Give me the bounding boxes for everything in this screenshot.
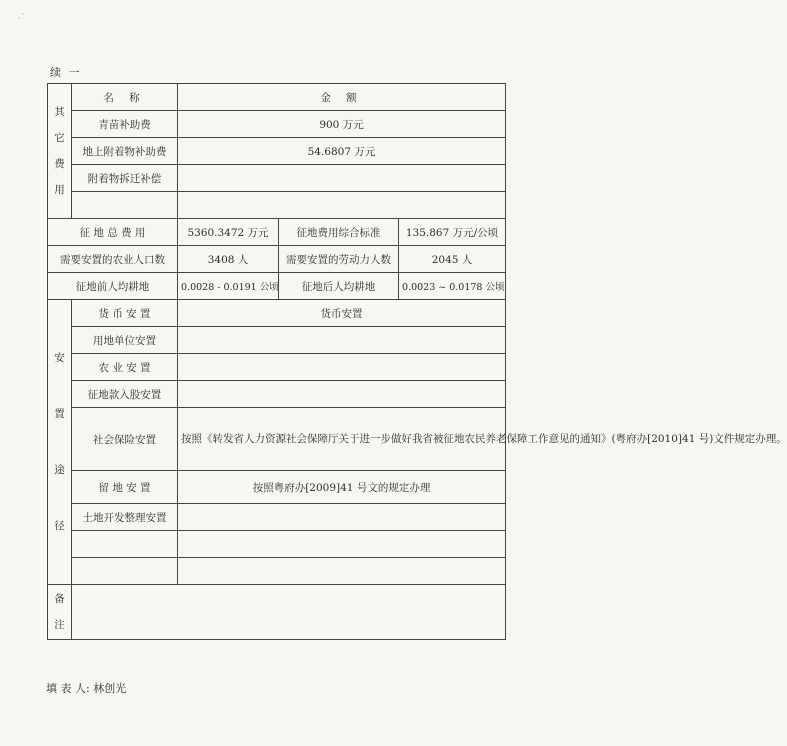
form-filler: 填 表 人: 林创光 (46, 682, 127, 695)
summary-value: 135.867 万元/公顷 (399, 219, 506, 246)
resettlement-method: 用地单位安置 (72, 327, 178, 354)
resettlement-side-label: 安 置 途 径 (48, 300, 72, 585)
summary-value: 2045 人 (399, 246, 506, 273)
table-row (48, 111, 506, 138)
other-costs-side-label: 其 它 费 用 (48, 84, 72, 219)
cost-name (72, 192, 178, 219)
remarks-side-label: 备 注 (48, 585, 72, 640)
cost-amount: 900 万元 (178, 111, 506, 138)
resettlement-detail (178, 354, 506, 381)
cost-name: 附着物拆迁补偿 (72, 165, 178, 192)
resettlement-detail (178, 531, 506, 558)
summary-label: 征 地 总 费 用 (48, 219, 178, 246)
resettlement-method: 留 地 安 置 (72, 471, 178, 504)
scan-mark: ·` (18, 14, 26, 24)
table-row (48, 471, 506, 504)
summary-value: 3408 人 (178, 246, 279, 273)
column-amount-header: 金 额 (178, 84, 506, 111)
table-row (48, 300, 506, 327)
table-row (48, 192, 506, 219)
summary-row (48, 246, 506, 273)
table-row (48, 558, 506, 585)
summary-label: 征地后人均耕地 (279, 273, 399, 300)
summary-label: 需要安置的农业人口数 (48, 246, 178, 273)
cost-amount (178, 165, 506, 192)
resettlement-detail: 货币安置 (178, 300, 506, 327)
remarks-value (72, 585, 506, 640)
table-row (48, 138, 506, 165)
resettlement-detail: 按照《转发省人力资源社会保障厅关于进一步做好我省被征地农民养老保障工作意见的通知》(粤府办[2010]41 号)文件规定办理。 (178, 408, 506, 471)
table-row (48, 531, 506, 558)
cost-amount: 54.6807 万元 (178, 138, 506, 165)
table-row (48, 165, 506, 192)
table-row (48, 504, 506, 531)
resettlement-method: 土地开发整理安置 (72, 504, 178, 531)
resettlement-method: 征地款入股安置 (72, 381, 178, 408)
summary-label: 需要安置的劳动力人数 (279, 246, 399, 273)
table-row (48, 327, 506, 354)
page-label: 续 一 (50, 66, 82, 79)
summary-value: 5360.3472 万元 (178, 219, 279, 246)
cost-amount (178, 192, 506, 219)
resettlement-detail (178, 558, 506, 585)
cost-name: 地上附着物补助费 (72, 138, 178, 165)
summary-value: 0.0023 ~ 0.0178 公顷 (399, 273, 506, 300)
other-costs-header (48, 84, 506, 111)
resettlement-method (72, 531, 178, 558)
resettlement-detail (178, 327, 506, 354)
resettlement-method: 货 币 安 置 (72, 300, 178, 327)
resettlement-detail: 按照粤府办[2009]41 号文的规定办理 (178, 471, 506, 504)
remarks-row (48, 585, 506, 640)
resettlement-detail (178, 381, 506, 408)
table-row (48, 408, 506, 471)
summary-row (48, 219, 506, 246)
resettlement-detail (178, 504, 506, 531)
resettlement-method: 农 业 安 置 (72, 354, 178, 381)
summary-label: 征地前人均耕地 (48, 273, 178, 300)
table-row (48, 354, 506, 381)
summary-label: 征地费用综合标准 (279, 219, 399, 246)
column-name-header: 名 称 (72, 84, 178, 111)
summary-row (48, 273, 506, 300)
cost-name: 青苗补助费 (72, 111, 178, 138)
land-acquisition-form (47, 83, 787, 640)
summary-value: 0.0028 - 0.0191 公顷 (178, 273, 279, 300)
resettlement-method (72, 558, 178, 585)
resettlement-method: 社会保险安置 (72, 408, 178, 471)
table-row (48, 381, 506, 408)
